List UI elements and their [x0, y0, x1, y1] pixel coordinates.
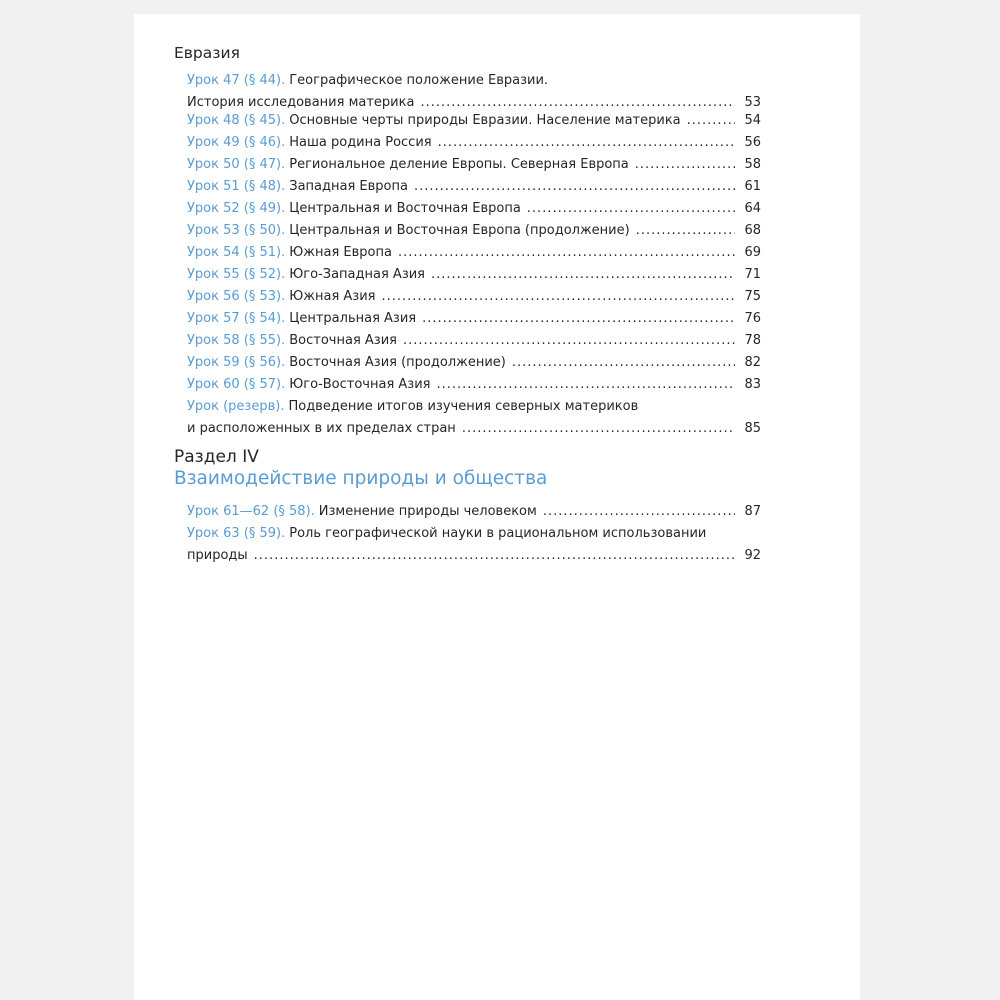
page-number: 78 [744, 333, 761, 348]
lesson-title: Центральная и Восточная Европа [289, 201, 521, 216]
page-number: 68 [744, 223, 761, 238]
page-number: 87 [744, 504, 761, 519]
toc-entry [187, 330, 761, 352]
page-number: 61 [744, 179, 761, 194]
toc-entry [187, 154, 761, 176]
dot-leader [403, 330, 735, 352]
lesson-title: Центральная Азия [289, 311, 417, 326]
toc-entry [187, 286, 761, 308]
lesson-title: Изменение природы человеком [318, 504, 537, 519]
dot-leader [422, 308, 735, 330]
lesson-title: Юго-Восточная Азия [289, 377, 431, 392]
toc-entry [187, 264, 761, 286]
dot-leader [635, 154, 735, 176]
lesson-title: Наша родина Россия [289, 135, 432, 150]
dot-leader [438, 132, 735, 154]
lesson-ref: Урок 61—62 (§ 58). [187, 504, 315, 519]
dot-leader [382, 286, 736, 308]
dot-leader [512, 352, 735, 374]
page-number: 85 [744, 421, 761, 437]
lesson-title: Юго-Западная Азия [289, 267, 426, 282]
lesson-ref: Урок 50 (§ 47). [187, 157, 286, 172]
lesson-ref: Урок (резерв). [187, 399, 285, 414]
lesson-title: Западная Европа [289, 179, 408, 194]
lesson-ref: Урок 51 (§ 48). [187, 179, 286, 194]
lesson-ref: Урок 57 (§ 54). [187, 311, 286, 326]
dot-leader [436, 374, 735, 396]
lesson-title: Региональное деление Европы. Северная Европа [289, 157, 629, 172]
toc-entry [187, 352, 761, 374]
page-number: 71 [744, 267, 761, 282]
dot-leader [462, 418, 735, 440]
toc-entry [187, 132, 761, 154]
lesson-title: Восточная Азия (продолжение) [289, 355, 506, 370]
book-page [134, 14, 860, 1000]
toc-entry [187, 501, 761, 523]
toc-entry [187, 198, 761, 220]
page-number: 54 [744, 113, 761, 128]
lesson-ref: Урок 58 (§ 55). [187, 333, 286, 348]
page-number: 76 [744, 311, 761, 326]
lesson-title: Подведение итогов изучения северных материков [288, 399, 639, 414]
page-number: 82 [744, 355, 761, 370]
page-number: 56 [744, 135, 761, 150]
toc-entry [187, 176, 761, 198]
part-label: Раздел IV [174, 447, 259, 467]
lesson-title: Восточная Азия [289, 333, 397, 348]
lesson-title: Географическое положение Евразии. [289, 73, 549, 88]
toc-entry [187, 110, 761, 132]
page-number: 69 [744, 245, 761, 260]
lesson-title: Южная Европа [289, 245, 392, 260]
toc-entry [187, 374, 761, 396]
lesson-ref: Урок 49 (§ 46). [187, 135, 286, 150]
lesson-title: Роль географической науки в рациональном использовании [289, 526, 707, 541]
dot-leader [414, 176, 735, 198]
page-number: 83 [744, 377, 761, 392]
dot-leader [398, 242, 735, 264]
lesson-ref: Урок 55 (§ 52). [187, 267, 286, 282]
dot-leader [527, 198, 735, 220]
dot-leader [431, 264, 735, 286]
lesson-ref: Урок 56 (§ 53). [187, 289, 286, 304]
dot-leader [543, 501, 735, 523]
lesson-title: Южная Азия [289, 289, 376, 304]
toc-entry [187, 220, 761, 242]
part-title: Взаимодействие природы и общества [174, 468, 548, 489]
page-number: 58 [744, 157, 761, 172]
toc-entry [187, 308, 761, 330]
lesson-title-continued: природы [187, 548, 248, 564]
page-number: 92 [744, 548, 761, 564]
page-number: 53 [744, 95, 761, 111]
lesson-ref: Урок 60 (§ 57). [187, 377, 286, 392]
toc-entry [187, 396, 761, 441]
page-number: 64 [744, 201, 761, 216]
lesson-ref: Урок 54 (§ 51). [187, 245, 286, 260]
lesson-ref: Урок 63 (§ 59). [187, 526, 286, 541]
lesson-title-continued: История исследования материка [187, 95, 415, 111]
lesson-title-continued: и расположенных в их пределах стран [187, 421, 456, 437]
lesson-ref: Урок 48 (§ 45). [187, 113, 286, 128]
page-number: 75 [744, 289, 761, 304]
dot-leader [254, 545, 735, 567]
section-heading-eurasia: Евразия [174, 44, 240, 62]
dot-leader [636, 220, 735, 242]
lesson-ref: Урок 59 (§ 56). [187, 355, 286, 370]
lesson-ref: Урок 47 (§ 44). [187, 73, 286, 88]
lesson-title: Центральная и Восточная Европа (продолжение) [289, 223, 630, 238]
toc-entry [187, 242, 761, 264]
dot-leader [687, 110, 735, 132]
lesson-ref: Урок 53 (§ 50). [187, 223, 286, 238]
toc-entry [187, 523, 761, 568]
lesson-ref: Урок 52 (§ 49). [187, 201, 286, 216]
lesson-title: Основные черты природы Евразии. Население материка [289, 113, 681, 128]
toc-entry [187, 70, 761, 115]
